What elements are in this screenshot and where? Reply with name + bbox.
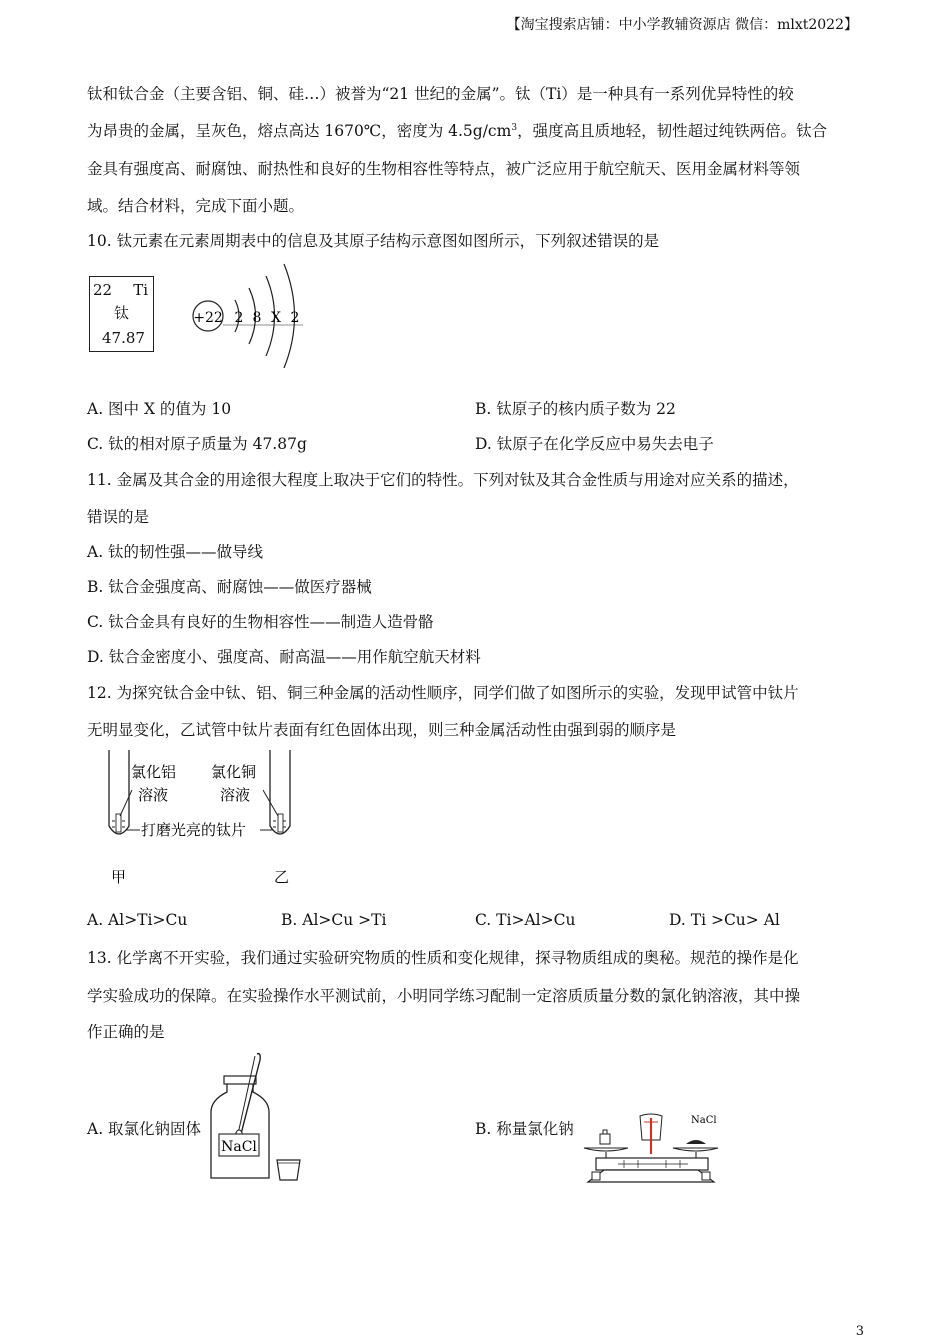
q10-option-d: D. 钛原子在化学反应中易失去电子 <box>475 435 714 453</box>
titanium-strip-jia <box>116 814 121 832</box>
intro-line-1: 钛和钛合金（主要含铝、铜、硅…）被誉为“21 世纪的金属”。钛（Ti）是一种具有一系列优异特性的较 <box>87 85 794 103</box>
q10-option-c: C. 钛的相对原子质量为 47.87g <box>87 435 307 453</box>
element-symbol: Ti <box>133 281 148 299</box>
q13-option-b: B. 称量氯化钠 <box>475 1120 574 1138</box>
balance-foot-left <box>592 1172 600 1180</box>
q11-option-c: C. 钛合金具有良好的生物相容性——制造人造骨骼 <box>87 613 434 631</box>
q13-stem-2: 学实验成功的保障。在实验操作水平测试前，小明同学练习配制一定溶质质量分数的氯化钠溶液，其中操 <box>87 987 801 1005</box>
test-tube-diagram <box>100 748 300 888</box>
shell-electrons-2: 8 <box>252 310 262 326</box>
q10-stem: 10. 钛元素在元素周期表中的信息及其原子结构示意图如图所示，下列叙述错误的是 <box>87 232 660 250</box>
page-header: 【淘宝搜索店铺：中小学教辅资源店 微信：mlxt2022】 <box>506 17 858 33</box>
balance-base <box>588 1170 714 1182</box>
q12-option-d: D. Ti >Cu> Al <box>669 911 780 929</box>
element-name: 钛 <box>114 304 130 322</box>
element-mass: 47.87 <box>102 329 145 347</box>
q13-stem-3: 作正确的是 <box>87 1023 165 1041</box>
q12-stem-1: 12. 为探究钛合金中钛、铝、铜三种金属的活动性顺序，同学们做了如图所示的实验，发现甲试管中钛片 <box>87 684 799 702</box>
nacl-sample <box>686 1140 706 1144</box>
intro-line-2: 为昂贵的金属，呈灰色，熔点高达 1670℃，密度为 $4.5g/cm^3$，强度高且质地轻，韧性超过纯铁两倍。钛合 <box>87 122 828 140</box>
page-number: 3 <box>855 1324 864 1339</box>
label-titanium-strip: 打磨光亮的钛片 <box>141 821 247 839</box>
weight-block <box>600 1134 610 1144</box>
label-solution-right: 溶液 <box>220 786 251 804</box>
shell-electrons-4: 2 <box>290 310 300 326</box>
q13-stem-1: 13. 化学离不开实验，我们通过实验研究物质的性质和变化规律，探寻物质组成的奥秘。规范的操作是化 <box>87 949 799 967</box>
shell-electrons-3: X <box>271 310 281 326</box>
bottle-label-text: NaCl <box>221 1139 257 1155</box>
balance-sample-label: NaCl <box>691 1115 717 1126</box>
q11-option-a: A. 钛的韧性强——做导线 <box>87 543 264 561</box>
label-tube-yi: 乙 <box>274 868 290 886</box>
label-tube-jia: 甲 <box>111 868 127 886</box>
bottle-neck <box>224 1076 256 1084</box>
balance-illustration <box>578 1110 723 1185</box>
q11-option-d: D. 钛合金密度小、强度高、耐高温——用作航空航天材料 <box>87 648 481 666</box>
element-number: 22 <box>93 281 113 299</box>
intro-line-3: 金具有强度高、耐腐蚀、耐热性和良好的生物相容性等特点，被广泛应用于航空航天、医用金属材料等领 <box>87 160 801 178</box>
balance-left-pan <box>584 1148 628 1151</box>
q10-option-b: B. 钛原子的核内质子数为 22 <box>475 400 676 418</box>
q12-option-c: C. Ti>Al>Cu <box>475 911 576 929</box>
label-solution-left: 溶液 <box>138 786 169 804</box>
q11-option-b: B. 钛合金强度高、耐腐蚀——做医疗器械 <box>87 578 372 596</box>
balance-right-pan <box>673 1148 718 1151</box>
atom-structure-diagram <box>185 258 315 368</box>
shell-electrons-1: 2 <box>234 310 244 326</box>
q13-option-a: A. 取氯化钠固体 <box>87 1120 202 1138</box>
q11-stem-1: 11. 金属及其合金的用途很大程度上取决于它们的特性。下列对钛及其合金性质与用途对应关系的描述， <box>87 471 799 489</box>
nucleus-charge: +22 <box>193 310 223 326</box>
q11-stem-2: 错误的是 <box>87 508 150 526</box>
label-aluminum-chloride: 氯化铝 <box>131 763 177 781</box>
q12-option-a: A. Al>Ti>Cu <box>87 911 188 929</box>
q12-option-b: B. Al>Cu >Ti <box>281 911 387 929</box>
balance-foot-right <box>702 1172 710 1180</box>
intro-line-4: 域。结合材料，完成下面小题。 <box>87 197 305 215</box>
q12-stem-2: 无明显变化，乙试管中钛片表面有红色固体出现，则三种金属活动性由强到弱的顺序是 <box>87 721 677 739</box>
element-card <box>89 276 154 352</box>
label-copper-chloride: 氯化铜 <box>211 763 257 781</box>
reagent-bottle-illustration <box>205 1050 310 1185</box>
q10-option-a: A. 图中 X 的值为 10 <box>87 400 232 418</box>
titanium-strip-yi <box>278 814 283 832</box>
